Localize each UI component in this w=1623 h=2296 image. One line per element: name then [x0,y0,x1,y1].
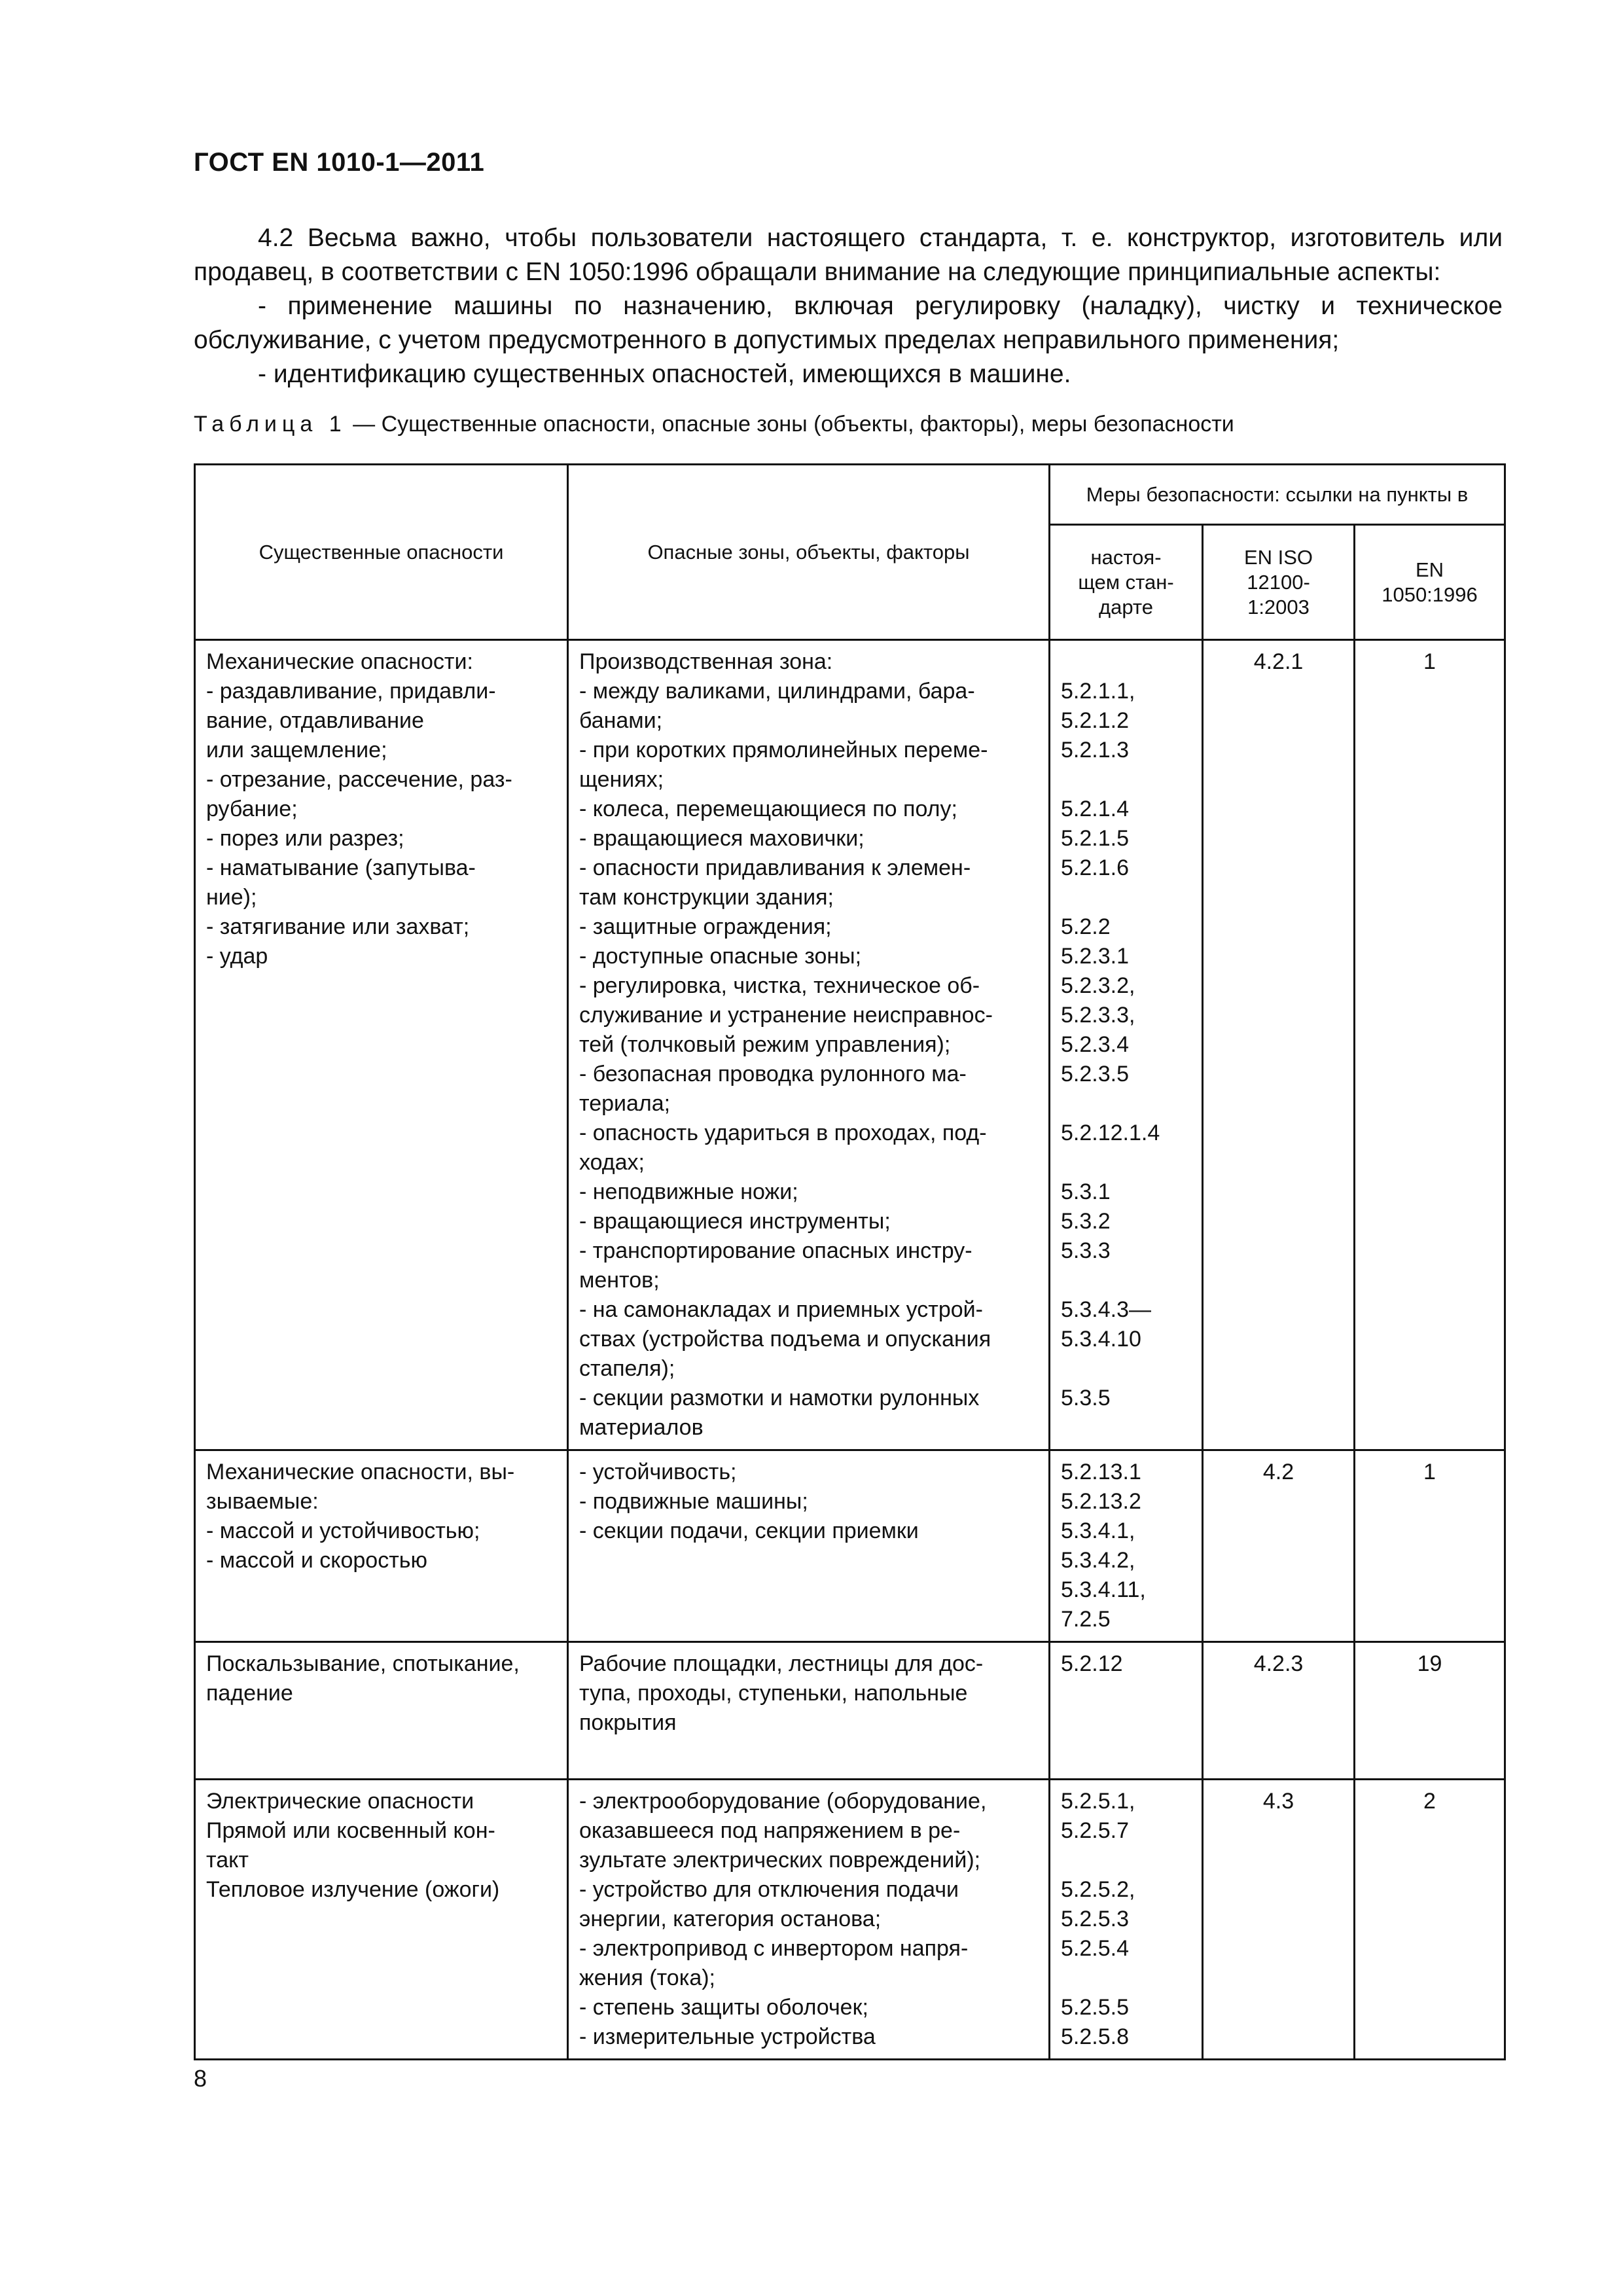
zone-cell-line: - регулировка, чистка, техническое об- [579,973,980,998]
clause-ref-cell [1050,1642,1203,1780]
table-body [195,640,1505,2060]
zone-cell-line: оказавшееся под напряжением в ре- [579,1818,961,1843]
clause-ref-cell-line: 5.2.5.7 [1061,1818,1129,1843]
table-row [195,640,1505,1450]
zone-cell-line: - на самонакладах и приемных устрой- [579,1297,983,1322]
zone-cell-line: - подвижные машины; [579,1489,808,1514]
en-ref-cell: 1 [1355,1450,1505,1642]
hazard-cell [195,1642,568,1780]
zone-cell-line: - колеса, перемещающиеся по полу; [579,797,957,821]
clause-ref-cell-line: 5.2.5.1, [1061,1789,1135,1814]
hazard-cell-line: - удар [206,944,268,969]
intro-paragraph: 4.2 Весьма важно, чтобы пользователи настоящего стандарта, т. е. конструктор, изготовитель или продавец, в соответствии с EN 1050:1996 обращали внимание на следующие принципиальные аспекты: [194,224,1503,286]
clause-ref-cell-line: 5.2.5.4 [1061,1936,1129,1961]
clause-ref-cell-line: 5.3.2 [1061,1209,1111,1234]
clause-ref-cell-line: 5.3.4.11, [1061,1577,1146,1602]
zone-cell-line: - между валиками, цилиндрами, бара- [579,679,975,704]
clause-ref-cell-line: 5.2.3.2, [1061,973,1135,998]
en-iso-ref-cell: 4.3 [1203,1780,1355,2060]
clause-ref-cell-line: 5.2.3.5 [1061,1062,1129,1086]
hazard-cell-line: Прямой или косвенный кон- [206,1818,495,1843]
zone-cell-line: - степень защиты оболочек; [579,1995,868,2020]
header-en-iso: EN ISO 12100- 1:2003 [1203,525,1355,640]
clause-ref-cell-line [1061,1266,1191,1295]
clause-ref-cell-line: 5.2.13.2 [1061,1489,1141,1514]
zone-cell-line: материалов [579,1415,704,1440]
table-row [195,1450,1505,1642]
hazard-cell-line: падение [206,1681,293,1706]
hazard-cell-line: Тепловое излучение (ожоги) [206,1877,500,1902]
clause-ref-cell-line: 5.2.5.2, [1061,1877,1135,1902]
clause-ref-cell-line: 5.2.1.2 [1061,708,1129,733]
clause-ref-cell-line: 5.2.3.4 [1061,1032,1129,1057]
zone-cell-line: ствах (устройства подъема и опускания [579,1327,991,1352]
clause-ref-cell-line: 5.2.1.5 [1061,826,1129,851]
zone-cell [568,1642,1050,1780]
hazard-cell-line: рубание; [206,797,298,821]
zone-cell-line: териала; [579,1091,671,1116]
header-hazards: Существенные опасности [195,465,568,640]
clause-ref-cell-line [1061,765,1191,795]
zone-cell-line: - электропривод с инвертором напря- [579,1936,969,1961]
zone-cell-line: - опасности придавливания к элемен- [579,855,971,880]
zone-cell [568,1450,1050,1642]
hazard-cell-line: - массой и скоростью [206,1548,427,1573]
clause-ref-cell-line [1061,1089,1191,1119]
intro-section [194,221,1503,391]
header-en: EN 1050:1996 [1355,525,1505,640]
zone-cell-line: - защитные ограждения; [579,914,832,939]
clause-ref-cell-line: 5.2.12.1.4 [1061,1121,1160,1145]
hazard-cell-line: - порез или разрез; [206,826,404,851]
table-row [195,1642,1505,1780]
clause-ref-cell-line: 5.2.2 [1061,914,1111,939]
zone-cell-line: щениях; [579,767,664,792]
clause-ref-cell-line: 5.3.3 [1061,1238,1111,1263]
hazard-cell-line: Механические опасности, вы- [206,1460,515,1484]
clause-ref-cell-line: 5.2.13.1 [1061,1460,1141,1484]
zone-cell-line: тупа, проходы, ступеньки, напольные [579,1681,968,1706]
zone-cell-line: ментов; [579,1268,660,1293]
clause-ref-cell-line: 5.3.1 [1061,1179,1111,1204]
page-number: 8 [194,2065,207,2092]
header-measures-group: Меры безопасности: ссылки на пункты в [1050,465,1505,525]
hazard-cell-line: - наматывание (запутыва- [206,855,476,880]
clause-ref-cell-line [1061,1964,1191,1993]
en-iso-ref-cell: 4.2.3 [1203,1642,1355,1780]
hazard-cell-line: - отрезание, рассечение, раз- [206,767,512,792]
zone-cell-line: - устойчивость; [579,1460,737,1484]
zone-cell-line: - опасность удариться в проходах, под- [579,1121,987,1145]
hazard-cell-line: Механические опасности: [206,649,473,674]
zone-cell-line: стапеля); [579,1356,675,1381]
zone-cell-line: - измерительные устройства [579,2024,876,2049]
clause-ref-cell-line [1061,1413,1191,1443]
hazard-cell-line: Электрические опасности [206,1789,474,1814]
clause-ref-cell-line: 5.3.5 [1061,1386,1111,1410]
clause-ref-cell-line: 5.2.1.6 [1061,855,1129,880]
clause-ref-cell-line: 5.2.5.8 [1061,2024,1129,2049]
clause-ref-cell-line [1061,1354,1191,1384]
hazard-cell [195,1450,568,1642]
hazard-cell-line: или защемление; [206,738,387,762]
zone-cell-line: - электрооборудование (оборудование, [579,1789,987,1814]
clause-ref-cell-line [1061,883,1191,912]
header-this-standard: настоя- щем стан- дарте [1050,525,1203,640]
zone-cell [568,1780,1050,2060]
zone-cell-line: там конструкции здания; [579,885,834,910]
zone-cell-line: - устройство для отключения подачи [579,1877,959,1902]
en-ref-cell: 19 [1355,1642,1505,1780]
clause-ref-cell-line: 5.2.1.3 [1061,738,1129,762]
table-caption-text: — Существенные опасности, опасные зоны (объекты, факторы), меры безопасности [346,412,1234,437]
zone-cell-line: - вращающиеся маховички; [579,826,865,851]
hazard-cell-line: - затягивание или захват; [206,914,470,939]
clause-ref-cell-line [1061,1148,1191,1177]
hazard-cell-line: ние); [206,885,257,910]
table-caption-label: Таблица 1 [194,412,347,437]
intro-paragraph: - применение машины по назначению, включая регулировку (наладку), чистку и техническое обслуживание, с учетом предусмотренного в допустимых пределах неправильного применения; [194,292,1503,354]
hazard-cell-line: - массой и устойчивостью; [206,1518,480,1543]
zone-cell-line: банами; [579,708,663,733]
clause-ref-cell-line: 5.2.12 [1061,1651,1123,1676]
zone-cell-line: - безопасная проводка рулонного ма- [579,1062,967,1086]
hazard-cell-line: зываемые: [206,1489,319,1514]
hazard-cell-line: вание, отдавливание [206,708,424,733]
clause-ref-cell-line: 5.2.5.5 [1061,1995,1129,2020]
clause-ref-cell-line: 5.3.4.3— [1061,1297,1151,1322]
zone-cell-line: - транспортирование опасных инстру- [579,1238,972,1263]
clause-ref-cell-line [1061,647,1191,677]
clause-ref-cell-line: 5.2.3.1 [1061,944,1129,969]
zone-cell [568,640,1050,1450]
table-row [195,1780,1505,2060]
table-caption [194,410,1234,439]
clause-ref-cell-line: 5.2.1.1, [1061,679,1135,704]
zone-cell-line: жения (тока); [579,1965,716,1990]
hazard-cell [195,1780,568,2060]
zone-cell-line: Производственная зона: [579,649,833,674]
zone-cell-line: - неподвижные ножи; [579,1179,798,1204]
zone-cell-line: ходах; [579,1150,645,1175]
zone-cell-line: - при коротких прямолинейных переме- [579,738,988,762]
zone-cell-line: зультате электрических повреждений); [579,1848,981,1873]
clause-ref-cell [1050,1780,1203,2060]
zone-cell-line: тей (толчковый режим управления); [579,1032,951,1057]
zone-cell-line: - секции подачи, секции приемки [579,1518,919,1543]
en-iso-ref-cell: 4.2.1 [1203,640,1355,1450]
clause-ref-cell-line: 5.3.4.10 [1061,1327,1141,1352]
hazards-table [194,463,1506,2060]
zone-cell-line: энергии, категория останова; [579,1907,882,1931]
document-header: ГОСТ EN 1010-1—2011 [194,148,485,177]
clause-ref-cell-line: 5.3.4.1, [1061,1518,1135,1543]
en-ref-cell: 1 [1355,640,1505,1450]
clause-ref-cell [1050,1450,1203,1642]
header-zones: Опасные зоны, объекты, факторы [568,465,1050,640]
zone-cell-line: служивание и устранение неисправнос- [579,1003,993,1028]
zone-cell-line: - доступные опасные зоны; [579,944,862,969]
clause-ref-cell [1050,640,1203,1450]
en-ref-cell: 2 [1355,1780,1505,2060]
hazard-cell-line: - раздавливание, придавли- [206,679,496,704]
clause-ref-cell-line: 5.2.5.3 [1061,1907,1129,1931]
clause-ref-cell-line: 5.2.1.4 [1061,797,1129,821]
zone-cell-line: Рабочие площадки, лестницы для дос- [579,1651,984,1676]
hazard-cell [195,640,568,1450]
en-iso-ref-cell: 4.2 [1203,1450,1355,1642]
hazard-cell-line: такт [206,1848,249,1873]
hazard-cell-line: Поскальзывание, спотыкание, [206,1651,520,1676]
intro-paragraph: - идентификацию существенных опасностей, имеющихся в машине. [258,360,1071,388]
zone-cell-line: - секции размотки и намотки рулонных [579,1386,980,1410]
clause-ref-cell-line: 7.2.5 [1061,1607,1111,1632]
clause-ref-cell-line [1061,1846,1191,1875]
zone-cell-line: - вращающиеся инструменты; [579,1209,891,1234]
clause-ref-cell-line: 5.3.4.2, [1061,1548,1135,1573]
zone-cell-line: покрытия [579,1710,677,1735]
clause-ref-cell-line: 5.2.3.3, [1061,1003,1135,1028]
